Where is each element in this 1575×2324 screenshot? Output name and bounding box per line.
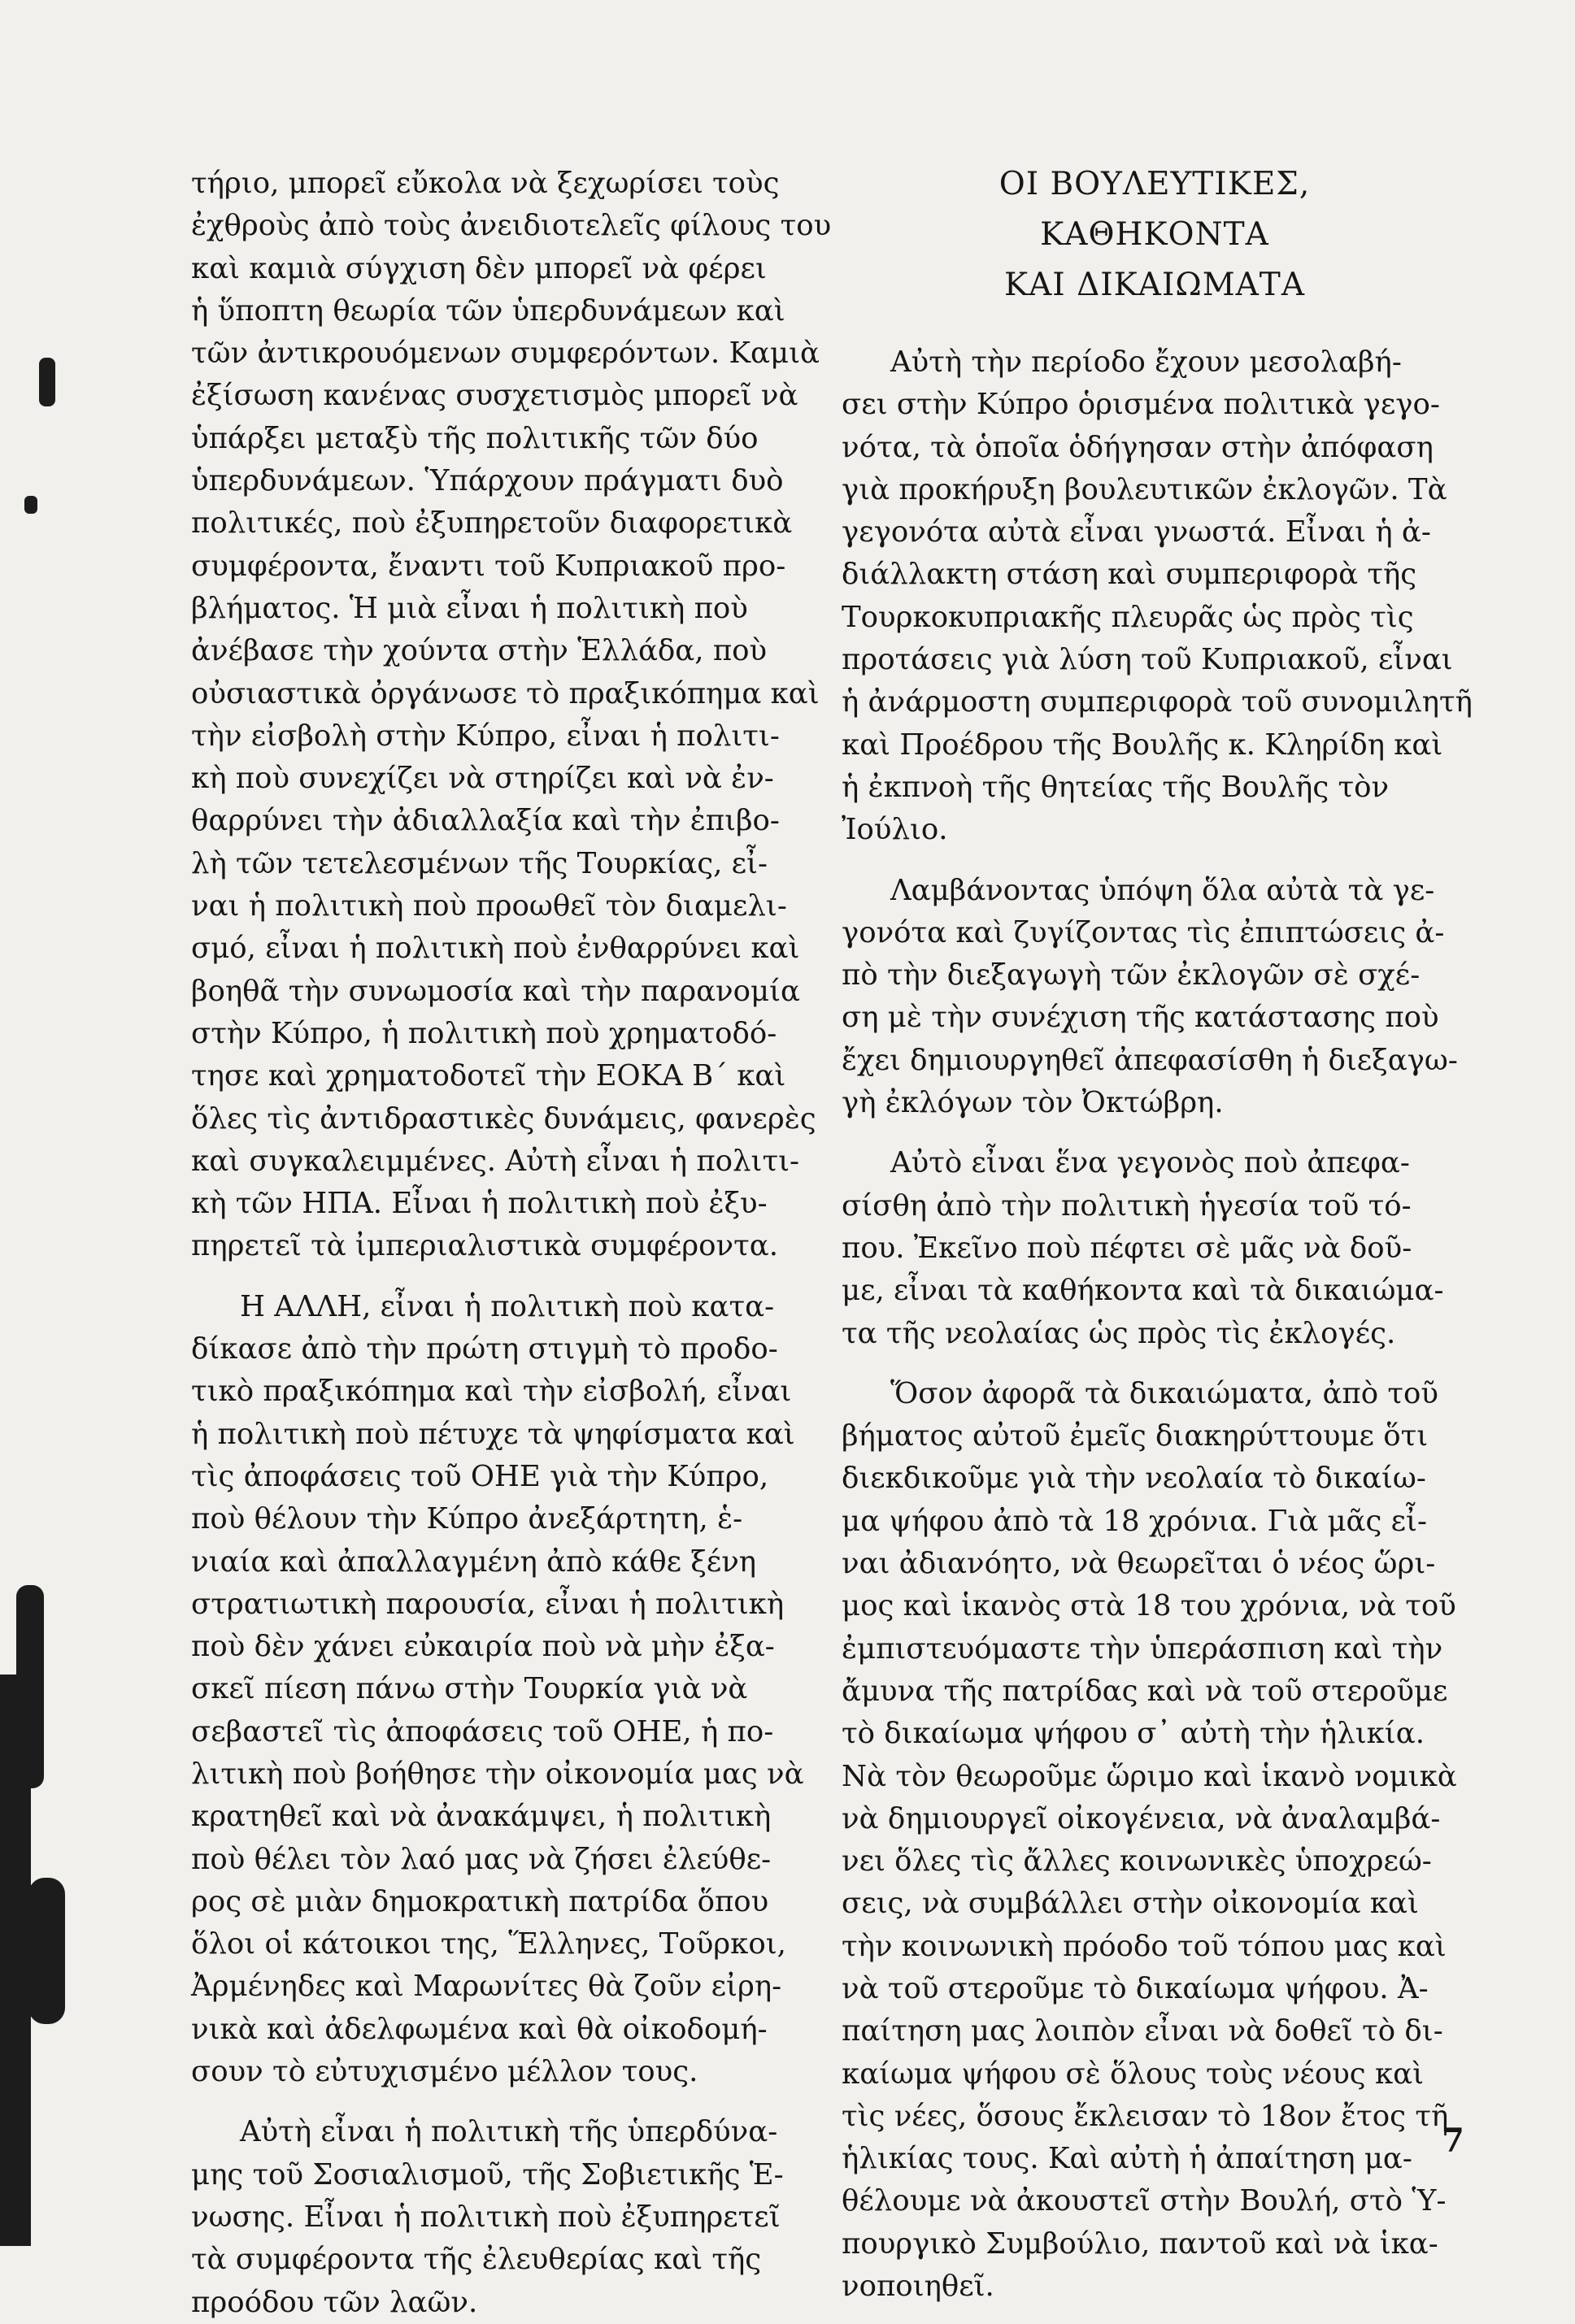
text-line: Αὐτὴ εἶναι ἡ πολιτικὴ τῆς ὑπερδύνα- — [240, 2115, 778, 2149]
text-line: σεβαστεῖ τὶς ἀποφάσεις τοῦ ΟΗΕ, ἡ πο- — [191, 1714, 774, 1748]
paragraph-gap — [191, 2093, 825, 2111]
text-line: ἡ ἀνάρμοστη συμπεριφορὰ τοῦ συνομιλητῆ — [842, 685, 1473, 719]
ink-stain — [16, 1585, 44, 1788]
heading-line: ΚΑΘΗΚΟΝΤΑ — [1040, 216, 1269, 253]
text-line: θέλουμε νὰ ἀκουστεῖ στὴν Βουλή, στὸ Ὑ- — [842, 2184, 1447, 2218]
paragraph — [842, 1142, 1468, 1354]
text-line: γιὰ προκήρυξη βουλευτικῶν ἐκλογῶν. Τὰ — [842, 472, 1447, 506]
text-line: ἡ ἐκπνοὴ τῆς θητείας τῆς Βουλῆς τὸν — [842, 770, 1390, 804]
text-line: Ὅσον ἀφορᾶ τὰ δικαιώματα, ἀπὸ τοῦ — [890, 1376, 1439, 1410]
text-line: ὅλες τὶς ἀντιδραστικὲς δυνάμεις, φανερὲς — [191, 1101, 816, 1136]
text-line: ἡ ὕποπτη θεωρία τῶν ὑπερδυνάμεων καὶ — [191, 293, 785, 328]
ink-stain — [28, 1878, 65, 2024]
text-line: σκεῖ πίεση πάνω στὴν Τουρκία γιὰ νὰ — [191, 1672, 748, 1706]
text-line: ναι ἀδιανόητο, νὰ θεωρεῖται ὁ νέος ὥρι- — [842, 1547, 1436, 1581]
text-line: νωσης. Εἶναι ἡ πολιτικὴ ποὺ ἐξυπηρετεῖ — [191, 2200, 781, 2234]
text-line: Η ΑΛΛΗ, εἶναι ἡ πολιτικὴ ποὺ κατα- — [240, 1289, 775, 1323]
text-line: προόδου τῶν λαῶν. — [191, 2285, 478, 2319]
text-line: σεις, νὰ συμβάλλει στὴν οἰκονομία καὶ — [842, 1887, 1419, 1921]
text-line: τὴν εἰσβολὴ στὴν Κύπρο, εἶναι ἡ πολιτι- — [191, 719, 780, 753]
text-line: καὶ συγκαλειμμένες. Αὐτὴ εἶναι ἡ πολιτι- — [191, 1144, 800, 1178]
text-line: τικὸ πραξικόπημα καὶ τὴν εἰσβολή, εἶναι — [191, 1375, 792, 1409]
right-column — [842, 341, 1473, 2308]
text-line: μος καὶ ἱκανὸς στὰ 18 του χρόνια, νὰ τοῦ — [842, 1589, 1456, 1623]
paragraph — [842, 341, 1473, 852]
text-line: ἔχει δημιουργηθεῖ ἀπεφασίσθη ἡ διεξαγω- — [842, 1043, 1458, 1077]
text-line: διεκδικοῦμε γιὰ τὴν νεολαία τὸ δικαίω- — [842, 1462, 1426, 1496]
text-line: τὶς νέες, ὅσους ἔκλεισαν τὸ 18ον ἔτος τῆ — [842, 2099, 1449, 2133]
text-line: μης τοῦ Σοσιαλισμοῦ, τῆς Σοβιετικῆς Ἑ- — [191, 2157, 784, 2192]
text-line: ναι ἡ πολιτικὴ ποὺ προωθεῖ τὸν διαμελι- — [191, 889, 787, 923]
text-line: ὑπάρξει μεταξὺ τῆς πολιτικῆς τῶν δύο — [191, 421, 759, 455]
paragraph — [842, 870, 1468, 1125]
text-line: γὴ ἐκλόγων τὸν Ὀκτώβρη. — [842, 1086, 1224, 1120]
text-line: τῶν ἀντικρουόμενων συμφερόντων. Καμιὰ — [191, 337, 820, 371]
text-line: νει ὅλες τὶς ἄλλες κοινωνικὲς ὑποχρεώ- — [842, 1844, 1432, 1879]
text-line: σμό, εἶναι ἡ πολιτικὴ ποὺ ἐνθαρρύνει καὶ — [191, 932, 800, 966]
paragraph-gap — [842, 1124, 1468, 1142]
text-line: θαρρύνει τὴν ἀδιαλλαξία καὶ τὴν ἐπιβο- — [191, 804, 780, 838]
text-line: Ἰούλιο. — [842, 813, 948, 847]
text-line: σουν τὸ εὐτυχισμένο μέλλον τους. — [191, 2055, 698, 2089]
text-line: βήματος αὐτοῦ ἐμεῖς διακηρύττουμε ὅτι — [842, 1419, 1429, 1453]
text-line: νὰ τοῦ στεροῦμε τὸ δικαίωμα ψήφου. Ἀ- — [842, 1971, 1429, 2005]
text-line: τὸ δικαίωμα ψήφου σ᾽ αὐτὴ τὴν ἡλικία. — [842, 1717, 1425, 1751]
text-line: ἀνέβασε τὴν χούντα στὴν Ἑλλάδα, ποὺ — [191, 634, 768, 668]
text-line: ἡ πολιτικὴ ποὺ πέτυχε τὰ ψηφίσματα καὶ — [191, 1417, 795, 1451]
text-line: ὅλοι οἱ κάτοικοι της, Ἕλληνες, Τοῦρκοι, — [191, 1927, 786, 1961]
text-line: γονότα καὶ ζυγίζοντας τὶς ἐπιπτώσεις ἀ- — [842, 915, 1445, 949]
text-line: με, εἶναι τὰ καθήκοντα καὶ τὰ δικαιώμα- — [842, 1274, 1444, 1308]
text-line: πηρετεῖ τὰ ἰμπεριαλιστικὰ συμφέροντα. — [191, 1229, 778, 1263]
text-line: συμφέροντα, ἔναντι τοῦ Κυπριακοῦ προ- — [191, 549, 786, 583]
ink-stain — [39, 358, 55, 406]
text-line: πὸ τὴν διεξαγωγὴ τῶν ἐκλογῶν σὲ σχέ- — [842, 958, 1421, 993]
text-line: βοηθᾶ τὴν συνωμοσία καὶ τὴν παρανομία — [191, 974, 800, 1008]
paragraph-gap — [842, 1355, 1468, 1373]
text-line: Νὰ τὸν θεωροῦμε ὥριμο καὶ ἱκανὸ νομικὰ — [842, 1759, 1457, 1793]
page-number: 7 — [1442, 2122, 1464, 2160]
paragraph — [191, 1286, 825, 2094]
text-line: Ἀρμένηδες καὶ Μαρωνίτες θὰ ζοῦν εἰρη- — [191, 1970, 782, 2004]
text-line: Λαμβάνοντας ὑπόψη ὅλα αὐτὰ τὰ γε- — [890, 873, 1435, 907]
text-line: νοποιηθεῖ. — [842, 2270, 994, 2304]
text-line: ρος σὲ μιὰν δημοκρατικὴ πατρίδα ὅπου — [191, 1884, 769, 1918]
text-line: στρατιωτικὴ παρουσία, εἶναι ἡ πολιτικὴ — [191, 1587, 785, 1621]
paragraph-gap — [842, 852, 1468, 870]
text-line: ποὺ θέλουν τὴν Κύπρο ἀνεξάρτητη, ἑ- — [191, 1502, 743, 1536]
text-line: οὐσιαστικὰ ὀργάνωσε τὸ πραξικόπημα καὶ — [191, 676, 820, 710]
text-line: λιτικὴ ποὺ βοήθησε τὴν οἰκονομία μας νὰ — [191, 1757, 804, 1791]
section-heading — [842, 159, 1468, 311]
text-line: δίκασε ἀπὸ τὴν πρώτη στιγμὴ τὸ προδο- — [191, 1332, 778, 1366]
text-line: γεγονότα αὐτὰ εἶναι γνωστά. Εἶναι ἡ ἀ- — [842, 515, 1431, 550]
text-line: Αὐτὸ εἶναι ἕνα γεγονὸς ποὺ ἀπεφα- — [890, 1146, 1410, 1180]
text-line: νότα, τὰ ὁποῖα ὁδήγησαν στὴν ἀπόφαση — [842, 430, 1434, 464]
paragraph — [191, 2111, 825, 2323]
text-line: παίτηση μας λοιπὸν εἶναι νὰ δοθεῖ τὸ δι- — [842, 2014, 1443, 2048]
text-line: προτάσεις γιὰ λύση τοῦ Κυπριακοῦ, εἶναι — [842, 643, 1453, 677]
text-line: τήριο, μπορεῖ εὔκολα νὰ ξεχωρίσει τοὺς — [191, 167, 780, 200]
text-line: νικὰ καὶ ἀδελφωμένα καὶ θὰ οἰκοδομή- — [191, 2012, 768, 2046]
text-line: ὑπερδυνάμεων. Ὑπάρχουν πράγματι δυὸ — [191, 464, 784, 498]
paragraph-gap — [191, 1268, 825, 1286]
text-line: πολιτικές, ποὺ ἐξυπηρετοῦν διαφορετικὰ — [191, 506, 793, 541]
text-line: μα ψήφου ἀπὸ τὰ 18 χρόνια. Γιὰ μᾶς εἶ- — [842, 1504, 1427, 1538]
text-line: ποὺ δὲν χάνει εὐκαιρία ποὺ νὰ μὴν ἐξα- — [191, 1630, 775, 1664]
text-line: νιαία καὶ ἀπαλλαγμένη ἀπὸ κάθε ξένη — [191, 1544, 757, 1579]
text-line: ἐμπιστευόμαστε τὴν ὑπεράσπιση καὶ τὴν — [842, 1631, 1443, 1666]
text-line: τα τῆς νεολαίας ὡς πρὸς τὶς ἐκλογές. — [842, 1316, 1396, 1350]
text-line: ἐχθροὺς ἀπὸ τοὺς ἀνειδιοτελεῖς φίλους του — [191, 209, 832, 243]
text-line: τὴν κοινωνικὴ πρόοδο τοῦ τόπου μας καὶ — [842, 1929, 1447, 1963]
text-line: καίωμα ψήφου σὲ ὅλους τοὺς νέους καὶ — [842, 2057, 1425, 2091]
text-line: βλήματος. Ἡ μιὰ εἶναι ἡ πολιτικὴ ποὺ — [191, 591, 748, 625]
text-line: διάλλακτη στάση καὶ συμπεριφορὰ τῆς — [842, 558, 1417, 592]
text-line: νὰ δημιουργεῖ οἰκογένεια, νὰ ἀναλαμβά- — [842, 1801, 1441, 1835]
text-line: σίσθη ἀπὸ τὴν πολιτικὴ ἡγεσία τοῦ τό- — [842, 1188, 1412, 1223]
text-line: στὴν Κύπρο, ἡ πολιτικὴ ποὺ χρηματοδό- — [191, 1016, 777, 1050]
text-line: ἐξίσωση κανένας συσχετισμὸς μπορεῖ νὰ — [191, 379, 798, 413]
heading-line: ΟΙ ΒΟΥΛΕΥΤΙΚΕΣ, — [999, 166, 1311, 202]
text-line: πουργικὸ Συμβούλιο, παντοῦ καὶ νὰ ἱκα- — [842, 2226, 1438, 2261]
left-column — [191, 163, 832, 2324]
text-line: καὶ Προέδρου τῆς Βουλῆς κ. Κληρίδη καὶ — [842, 728, 1443, 762]
text-line: σει στὴν Κύπρο ὁρισμένα πολιτικὰ γεγο- — [842, 388, 1440, 422]
text-line: τησε καὶ χρηματοδοτεῖ τὴν ΕΟΚΑ Β΄ καὶ — [191, 1059, 786, 1093]
heading-line: ΚΑΙ ΔΙΚΑΙΩΜΑΤΑ — [1004, 267, 1305, 303]
text-line: Αὐτὴ τὴν περίοδο ἔχουν μεσολαβή- — [890, 345, 1402, 379]
text-line: Τουρκοκυπριακῆς πλευρᾶς ὡς πρὸς τὶς — [842, 600, 1414, 634]
paragraph — [191, 163, 832, 1268]
text-line: ποὺ θέλει τὸν λαό μας νὰ ζήσει ἐλεύθε- — [191, 1842, 772, 1876]
text-line: καὶ καμιὰ σύγχιση δὲν μπορεῖ νὰ φέρει — [191, 251, 767, 285]
text-line: ἄμυνα τῆς πατρίδας καὶ νὰ τοῦ στεροῦμε — [842, 1674, 1448, 1708]
paragraph — [842, 1373, 1468, 2309]
text-line: κὴ τῶν ΗΠΑ. Εἶναι ἡ πολιτικὴ ποὺ ἐξυ- — [191, 1187, 768, 1221]
text-line: λὴ τῶν τετελεσμένων τῆς Τουρκίας, εἶ- — [191, 846, 768, 880]
text-line: κρατηθεῖ καὶ νὰ ἀνακάμψει, ἡ πολιτικὴ — [191, 1800, 772, 1834]
text-line: κὴ ποὺ συνεχίζει νὰ στηρίζει καὶ νὰ ἐν- — [191, 762, 774, 796]
text-line: ἡλικίας τους. Καὶ αὐτὴ ἡ ἀπαίτηση μα- — [842, 2142, 1412, 2176]
text-line: τὶς ἀποφάσεις τοῦ ΟΗΕ γιὰ τὴν Κύπρο, — [191, 1459, 769, 1493]
ink-stain — [24, 496, 37, 514]
text-line: που. Ἐκεῖνο ποὺ πέφτει σὲ μᾶς νὰ δοῦ- — [842, 1231, 1412, 1265]
text-line: ση μὲ τὴν συνέχιση τῆς κατάστασης ποὺ — [842, 1001, 1439, 1035]
text-line: τὰ συμφέροντα τῆς ἐλευθερίας καὶ τῆς — [191, 2243, 762, 2277]
